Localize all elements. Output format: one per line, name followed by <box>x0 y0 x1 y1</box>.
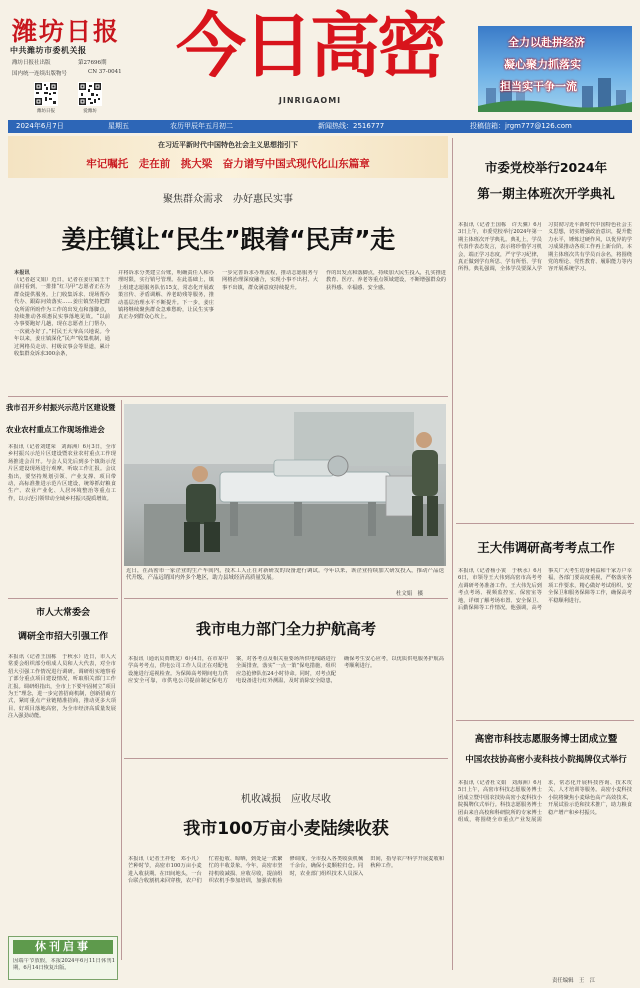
edition-title: 今日高密 <box>176 5 444 87</box>
news-photo <box>124 404 446 566</box>
weekday: 星期五 <box>108 122 129 130</box>
left-body2: 本报讯（记者王国栋 于秋水）近日，市人大常委会组织部分组成人员和人大代表，对全市招大引强工作情况进行调研。调研组实地察看了部分重点项目建设情况，听取相关部门工作汇报。调研组指出，全市上下要牢固树立“项目为王”理念，进一步完善招商机制，创新招商方式，紧盯重点产业链精准招商，推动更多大项目、好项目落地高密，为全市经济高质量发展注入强劲动能。 <box>8 654 116 720</box>
left-headline1-line2: 农业农村重点工作现场推进会 <box>6 425 105 434</box>
lead-body-col3: 一步完善诉求办理流程，推动志愿服务与网格治理深度融合，实现小事不出村、大事不出镇，群众满意度持续提升。 <box>222 270 318 291</box>
left-headline2-line2: 调研全市招大引强工作 <box>17 632 108 642</box>
bottom-body: 本报讯（记者王祥伦 邓小凡）芒种时节，高密市100万亩小麦进入收获期。在田间地头，一台台联合收割机来回穿梭，农户们忙着抢收、晾晒，到处是一派繁忙的丰收景象。今年，高密市坚持机收减损、应收尽收，提前组织农机手参加培训，加强农机检修调度，全市投入各类收获机械千余台，确保小麦颗粒归仓。同时，农业部门组织技术人员深入田间，指导农户科学开展麦收和秋种工作。 <box>128 856 444 885</box>
right-headline1-line2: 第一期主体班次开学典礼 <box>477 186 615 201</box>
lead-body-col2: 并将诉求分类建立台账，明确责任人和办理时限，实行销号管理。在此基础上，镇上组建志愿服务队伍15支，常态化开展政策宣传、矛盾调解、养老助残等服务，推动基层治理水平不断提升。下一步，姜庄镇将继续聚焦群众急难愁盼，让民生实事真正办到群众心坎上。 <box>118 270 214 321</box>
info-bar <box>8 120 632 133</box>
photo-caption: 近日，在高密市一家企业的生产车间内，技术工人正在对新研发的设备进行调试。今年以来，该企业持续加大研发投入，推动产品迭代升级，产品远销国内外多个地区，助力县域经济高质量发展。 <box>126 568 444 582</box>
qr1-caption: 潍坊日报 <box>37 109 55 114</box>
news-hotline: 新闻热线：2516777 <box>318 122 385 130</box>
notice-title: 休刊启事 <box>13 940 113 954</box>
theme-banner <box>8 136 448 178</box>
right-headline3-line2: 中国农技协高密小麦科技小院揭牌仪式举行 <box>465 755 627 765</box>
left-headline1-line1: 我市召开乡村振兴示范片区建设暨 <box>6 403 116 412</box>
slogan-line: 担当实干争一流 <box>500 80 577 93</box>
column-divider <box>8 396 448 397</box>
banner-line2: 牢记嘱托 走在前 挑大梁 奋力谱写中国式现代化山东篇章 <box>86 158 370 170</box>
left-body1: 本报讯（记者刘建荣 刘海洲）6月3日，全市乡村振兴示范片区建设暨农业农村重点工作现场推进会召开。与会人员先后到多个镇街示范片区建设现场进行观摩，听取工作汇报。会议指出，要坚持规划引领、产业支撑、项目带动，高标准推进示范片区建设，统筹抓好粮食生产、农业产业化、人居环境整治等重点工作，以示范引领带动全域乡村振兴提质增效。 <box>8 444 116 502</box>
masthead <box>0 0 640 118</box>
press-name: 潍坊日报社出版 <box>12 60 51 66</box>
publisher: 中共潍坊市委机关报 <box>10 46 87 55</box>
submission-email: 投稿信箱：jrgm777@126.com <box>470 122 572 130</box>
lunar-date: 农历甲辰年五月初二 <box>170 122 233 130</box>
notice-box <box>8 936 118 980</box>
center-body: 本报讯（通讯员贾晓龙）6月4日，在市某中学高考考点，供电公司工作人员正在对配电设施进行巡视检查。为保障高考期间电力供应安全可靠，市供电公司提前制定保电方案，对各考点及相关重要场所供电线路进行全面排查，落实“一点一策”保电措施，组织应急抢修队伍24小时待命。同时，对考点配电设备进行红外测温，及时消除安全隐患，确保考生安心应考，以优质供电服务护航高考顺利进行。 <box>128 656 444 685</box>
section-divider <box>124 758 448 759</box>
edition-pinyin: JINRIGAOMI <box>278 96 342 105</box>
right-body2: 本报讯（记者杨小寅 于秋水）6月6日，市领导王大伟到高密市高考考点调研考务准备工作。王大伟先后到考点考场、视频监控室、保密室等地，详细了解考场布置、安全保卫、后勤保障等工作情况。他强调，高考事关广大考生切身利益和千家万户幸福，各部门要高度重视，严格落实各项工作要求，精心做好考试组织、安全保卫和服务保障等工作，确保高考平稳顺利进行。 <box>458 568 632 612</box>
photo-credit: 杜文娟 摄 <box>396 591 423 597</box>
qr-code-icon <box>78 82 102 106</box>
section-divider <box>456 523 634 524</box>
banner-line1: 在习近平新时代中国特色社会主义思想指引下 <box>158 141 298 149</box>
issue-number: 第27696期 <box>78 60 107 66</box>
bottom-kicker: 机收减损 应收尽收 <box>241 794 331 805</box>
section-divider <box>124 598 448 599</box>
lead-body-col4: 作的出发点和落脚点，持续加大民生投入，扎实推进教育、医疗、养老等重点领域建设，不断增强群众的获得感、幸福感、安全感。 <box>326 270 446 291</box>
slogan-line: 凝心聚力抓落实 <box>504 58 581 71</box>
center-headline: 我市电力部门全力护航高考 <box>195 620 376 638</box>
right-body1: 本报讯（记者王国栋 许天骥）6月3日上午，市委党校举行2024年第一期主体班次开学典礼。典礼上，学员代表作表态发言，表示将珍惜学习机会，端正学习态度，严守学习纪律，真正做到学有所思、学有所悟、学有所得。典礼强调，全体学员要深入学习贯彻习近平新时代中国特色社会主义思想，切实增强政治意识，提升能力水平，锤炼过硬作风，以优异的学习成果推动各项工作再上新台阶。本期主体班次共有学员百余名，将围绕党的理论、党性教育、履职能力等内容开展系统学习。 <box>458 222 632 273</box>
section-divider <box>8 598 118 599</box>
slogan-poster <box>478 26 632 112</box>
bottom-headline: 我市100万亩小麦陆续收获 <box>183 819 389 839</box>
left-headline2-line1: 市人大常委会 <box>35 608 90 618</box>
right-headline3-line1: 高密市科技志愿服务博士团成立暨 <box>474 734 618 745</box>
cn-label: 国内统一连续出版物号 <box>12 71 68 77</box>
notice-body: 因端午节放假，本报2024年6月11日休刊1期，6月14日恢复出版。 <box>13 958 115 972</box>
lead-byline-label: 本报讯 <box>14 270 30 276</box>
paper-name: 潍坊日报 <box>12 17 121 46</box>
right-body3: 本报讯（记者杜文娟 刘海洲）6月5日上午，高密市科技志愿服务博士团成立暨中国农技协高密小麦科技小院揭牌仪式举行。科技志愿服务博士团由来自高校和科研院所的专家博士组成，将围绕全市重点产业发展需求，常态化开展科技咨询、技术攻关、人才培训等服务。高密小麦科技小院将聚焦小麦绿色高产高效技术，开展试验示范和技术推广，助力粮食稳产增产和乡村振兴。 <box>458 780 632 824</box>
qr2-caption: 爱潍坊 <box>83 109 97 114</box>
lead-body-col1: （记者赵文娟）近日，记者在姜庄镇王干前村看到，一排排“红马甲”志愿者正在为群众提供服务。上门收集诉求、现场帮办代办、跟踪问效落实……姜庄镇坚持把群众所需所盼作为工作的出发点和落脚点，持续推动各项惠民实事落地见效。“以前办事要跑好几趟，现在志愿者上门帮办，一次就办好了。”村民王大爷高兴地说。今年以来，姜庄镇深化“民声”收集机制，通过网格员走访、村级议事会等渠道，累计收集群众诉求300余条， <box>14 277 110 358</box>
slogan-line: 全力以赴拼经济 <box>508 36 585 49</box>
right-headline1-line1: 市委党校举行2024年 <box>484 160 608 175</box>
issue-date: 2024年6月7日 <box>16 122 64 130</box>
lead-kicker: 聚焦群众需求 办好惠民实事 <box>163 194 293 205</box>
qr-code-icon <box>34 82 58 106</box>
lead-headline: 姜庄镇让“民生”跟着“民声”走 <box>61 225 395 254</box>
section-divider <box>456 720 634 721</box>
column-divider <box>452 138 453 970</box>
column-divider <box>121 400 122 960</box>
editor-credit: 责任编辑 王 江 <box>552 978 596 984</box>
cn-number: CN 37-0041 <box>88 69 122 75</box>
right-headline2: 王大伟调研高考考点工作 <box>477 540 615 555</box>
